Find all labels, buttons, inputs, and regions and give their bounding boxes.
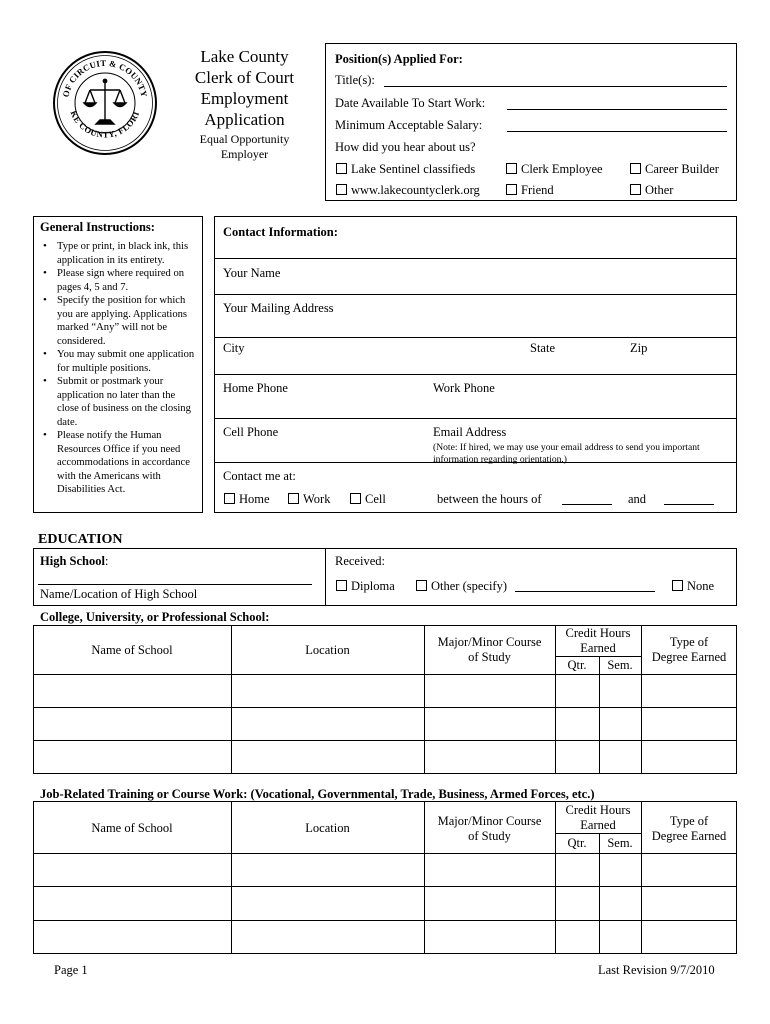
zip-label: Zip bbox=[630, 341, 648, 355]
source-option-career-builder[interactable] bbox=[630, 163, 719, 176]
hours-to-field[interactable] bbox=[664, 504, 714, 505]
seal-bottom-text: KE COUNTY, FLORI bbox=[68, 109, 142, 140]
seal-icon bbox=[52, 50, 158, 156]
list-item: • Please notify the Human Resources Office if you need accommodations in accordance with the Americans with Disabilities Act. bbox=[53, 429, 199, 497]
checkbox[interactable] bbox=[288, 493, 299, 504]
high-school-field[interactable] bbox=[38, 584, 312, 585]
name-label: Your Name bbox=[223, 266, 281, 280]
high-school-colon: : bbox=[104, 554, 109, 568]
received-option-diploma[interactable] bbox=[336, 580, 395, 593]
title-line: Application bbox=[204, 110, 285, 129]
college-heading: College, University, or Professional School: bbox=[40, 610, 270, 624]
source-option-lake-sentinel[interactable] bbox=[336, 163, 475, 176]
checkbox[interactable] bbox=[506, 163, 517, 174]
divider bbox=[325, 548, 326, 606]
source-option-other[interactable] bbox=[630, 184, 673, 197]
title-line: Employment bbox=[200, 89, 289, 108]
col-header-sem: Sem. bbox=[607, 836, 633, 850]
training-heading: Job-Related Training or Course Work: (Vocational, Governmental, Trade, Business, Armed Forces, etc.) bbox=[40, 787, 595, 801]
col-header-major: of Study bbox=[468, 829, 511, 843]
option-label: Friend bbox=[521, 183, 554, 197]
divider bbox=[214, 418, 737, 419]
instructions-list bbox=[41, 240, 199, 497]
education-heading: EDUCATION bbox=[38, 532, 123, 547]
email-note: (Note: If hired, we may use your email address to send you important information regarding orientation.) bbox=[433, 442, 700, 465]
divider bbox=[214, 462, 737, 463]
titles-label: Title(s): bbox=[335, 73, 375, 87]
col-header-name: Name of School bbox=[91, 643, 173, 657]
and-label: and bbox=[628, 492, 647, 506]
checkbox[interactable] bbox=[506, 184, 517, 195]
checkbox[interactable] bbox=[336, 163, 347, 174]
table-row[interactable] bbox=[34, 675, 736, 706]
name-field[interactable] bbox=[300, 262, 730, 292]
divider bbox=[214, 374, 737, 375]
col-header-degree: Degree Earned bbox=[651, 650, 727, 664]
seal-top-text: OF CIRCUIT & COUNTY bbox=[60, 57, 150, 99]
divider bbox=[214, 294, 737, 295]
salary-field[interactable] bbox=[507, 131, 727, 132]
option-label: Other bbox=[645, 183, 674, 197]
home-phone-label: Home Phone bbox=[223, 381, 288, 395]
option-label: Diploma bbox=[351, 579, 395, 593]
option-label: Other (specify) bbox=[431, 579, 508, 593]
state-label: State bbox=[530, 341, 555, 355]
checkbox[interactable] bbox=[672, 580, 683, 591]
title-line: Lake County bbox=[200, 47, 289, 66]
checkbox[interactable] bbox=[416, 580, 427, 591]
source-option-friend[interactable] bbox=[506, 184, 554, 197]
high-school-text: High School bbox=[40, 554, 105, 568]
cell-phone-label: Cell Phone bbox=[223, 425, 279, 439]
received-option-none[interactable] bbox=[672, 580, 714, 593]
county-seal bbox=[52, 50, 158, 156]
table-row[interactable] bbox=[34, 854, 736, 885]
option-label: Home bbox=[239, 492, 270, 506]
option-label: Lake Sentinel classifieds bbox=[351, 162, 476, 176]
start-date-field[interactable] bbox=[507, 109, 727, 110]
table-row[interactable] bbox=[34, 921, 736, 953]
option-label: Career Builder bbox=[645, 162, 719, 176]
divider bbox=[214, 337, 737, 338]
position-heading: Position(s) Applied For: bbox=[335, 52, 463, 66]
row-divider bbox=[555, 833, 641, 834]
last-revision: Last Revision 9/7/2010 bbox=[598, 963, 715, 977]
title-line: Clerk of Court bbox=[194, 68, 295, 87]
name-location-label: Name/Location of High School bbox=[40, 587, 198, 601]
email-label: Email Address bbox=[433, 425, 507, 439]
table-row[interactable] bbox=[34, 887, 736, 919]
option-label: Clerk Employee bbox=[521, 162, 603, 176]
divider bbox=[214, 258, 737, 259]
hours-from-field[interactable] bbox=[562, 504, 612, 505]
received-option-other[interactable] bbox=[416, 580, 507, 593]
col-header-degree: Type of bbox=[669, 814, 709, 828]
checkbox[interactable] bbox=[336, 580, 347, 591]
col-header-sem: Sem. bbox=[607, 658, 633, 672]
between-hours-label: between the hours of bbox=[437, 492, 542, 506]
page-number: Page 1 bbox=[54, 963, 88, 977]
list-item: • Specify the position for which you are applying. Applications marked “Any” will not be considered. bbox=[53, 294, 199, 348]
row-divider bbox=[555, 656, 641, 657]
checkbox[interactable] bbox=[350, 493, 361, 504]
col-header-credit: Earned bbox=[580, 641, 616, 655]
list-item: • Submit or postmark your application no later than the close of business on the closing date. bbox=[53, 375, 199, 429]
received-label: Received: bbox=[335, 554, 385, 568]
col-header-major: Major/Minor Course bbox=[437, 635, 542, 649]
titles-field[interactable] bbox=[384, 86, 727, 87]
list-item: • You may submit one application for multiple positions. bbox=[53, 348, 199, 375]
col-header-major: of Study bbox=[468, 650, 511, 664]
col-header-location: Location bbox=[305, 821, 350, 835]
col-header-credit: Credit Hours bbox=[565, 626, 631, 640]
table-row[interactable] bbox=[34, 741, 736, 773]
checkbox[interactable] bbox=[630, 163, 641, 174]
table-row[interactable] bbox=[34, 708, 736, 739]
col-header-major: Major/Minor Course bbox=[437, 814, 542, 828]
col-header-qtr: Qtr. bbox=[567, 836, 587, 850]
col-header-location: Location bbox=[305, 643, 350, 657]
checkbox[interactable] bbox=[336, 184, 347, 195]
work-phone-label: Work Phone bbox=[433, 381, 495, 395]
hear-about-label: How did you hear about us? bbox=[335, 140, 476, 154]
source-option-website[interactable] bbox=[336, 184, 480, 197]
checkbox[interactable] bbox=[630, 184, 641, 195]
start-date-label: Date Available To Start Work: bbox=[335, 96, 486, 110]
list-item: • Please sign where required on pages 4, 5 and 7. bbox=[53, 267, 199, 294]
col-header-name: Name of School bbox=[91, 821, 173, 835]
list-item: • Type or print, in black ink, this application in its entirety. bbox=[53, 240, 199, 267]
subtitle-line: Employer bbox=[220, 147, 269, 161]
option-label: Work bbox=[303, 492, 331, 506]
contact-option-home[interactable] bbox=[224, 493, 270, 506]
contact-heading: Contact Information: bbox=[223, 225, 338, 239]
option-label: Cell bbox=[365, 492, 386, 506]
instructions-heading: General Instructions: bbox=[40, 220, 155, 234]
salary-label: Minimum Acceptable Salary: bbox=[335, 118, 483, 132]
contact-me-label: Contact me at: bbox=[223, 469, 296, 483]
col-header-degree: Type of bbox=[669, 635, 709, 649]
high-school-label bbox=[40, 555, 108, 568]
city-label: City bbox=[223, 341, 245, 355]
option-label: www.lakecountyclerk.org bbox=[351, 183, 480, 197]
col-header-credit: Earned bbox=[580, 818, 616, 832]
other-specify-field[interactable] bbox=[515, 591, 655, 592]
source-option-clerk-employee[interactable] bbox=[506, 163, 603, 176]
col-header-qtr: Qtr. bbox=[567, 658, 587, 672]
checkbox[interactable] bbox=[224, 493, 235, 504]
col-header-credit: Credit Hours bbox=[565, 803, 631, 817]
col-header-degree: Degree Earned bbox=[651, 829, 727, 843]
contact-option-cell[interactable] bbox=[350, 493, 386, 506]
contact-option-work[interactable] bbox=[288, 493, 330, 506]
mailing-address-label: Your Mailing Address bbox=[223, 301, 334, 315]
form-title bbox=[172, 46, 317, 162]
mailing-address-field[interactable] bbox=[345, 298, 730, 334]
subtitle-line: Equal Opportunity bbox=[199, 132, 290, 146]
option-label: None bbox=[687, 579, 715, 593]
